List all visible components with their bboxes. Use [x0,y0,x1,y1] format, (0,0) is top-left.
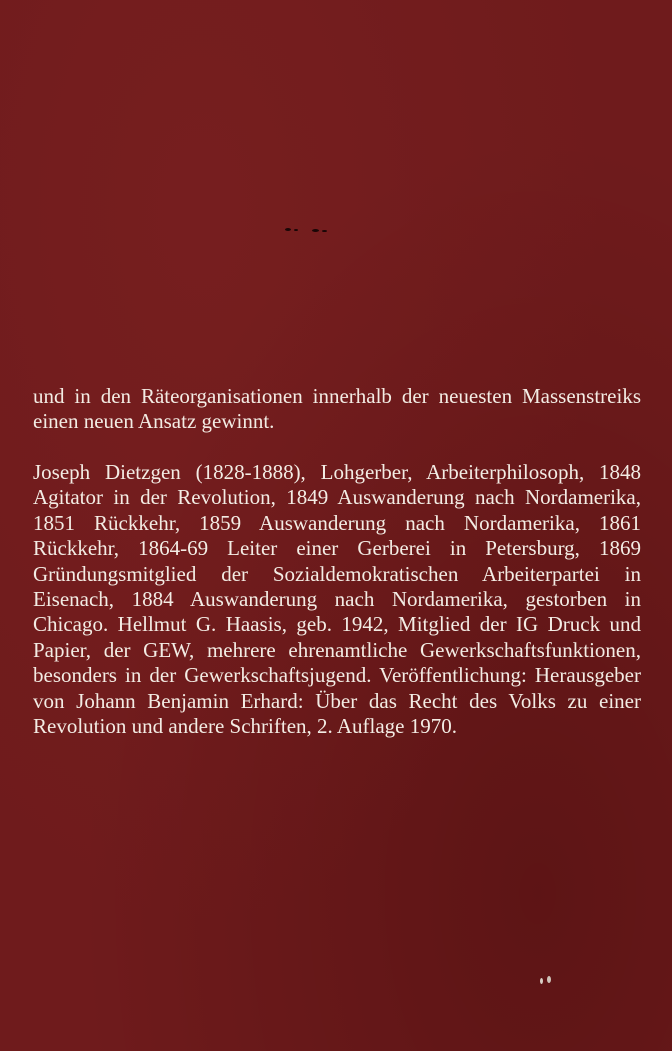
print-speck [547,976,551,983]
print-speck [540,978,543,984]
print-speck [294,229,298,231]
intro-paragraph: und in den Räteorganisationen innerhalb der neuesten Massenstreiks einen neuen Ansatz gewinnt. [33,384,641,434]
print-speck [285,228,291,231]
author-biography: Joseph Dietzgen (1828-1888), Lohgerber, Arbeiterphilosoph, 1848 Agitator in der Revolution, 1849 Auswanderung nach Nordamerika, 1851 Rückkehr, 1859 Auswanderung nach Nordamerika, 1861 Rückkehr, 1864-69 Leiter einer Gerberei in Petersburg, 1869 Gründungsmitglied der Sozialdemokratischen Arbeiterpartei in Eisenach, 1884 Auswanderung nach Nordamerika, gestorben in Chicago. Hellmut G. Haasis, geb. 1942, Mitglied der IG Druck und Papier, der GEW, mehrere ehrenamtliche Gewerkschaftsfunktionen, besonders in der Gewerkschaftsjugend. Veröffentlichung: Herausgeber von Johann Benjamin Erhard: Über das Recht des Volks zu einer Revolution und andere Schriften, 2. Auflage 1970. [33,460,641,739]
print-speck [322,230,327,232]
print-speck [312,229,319,232]
